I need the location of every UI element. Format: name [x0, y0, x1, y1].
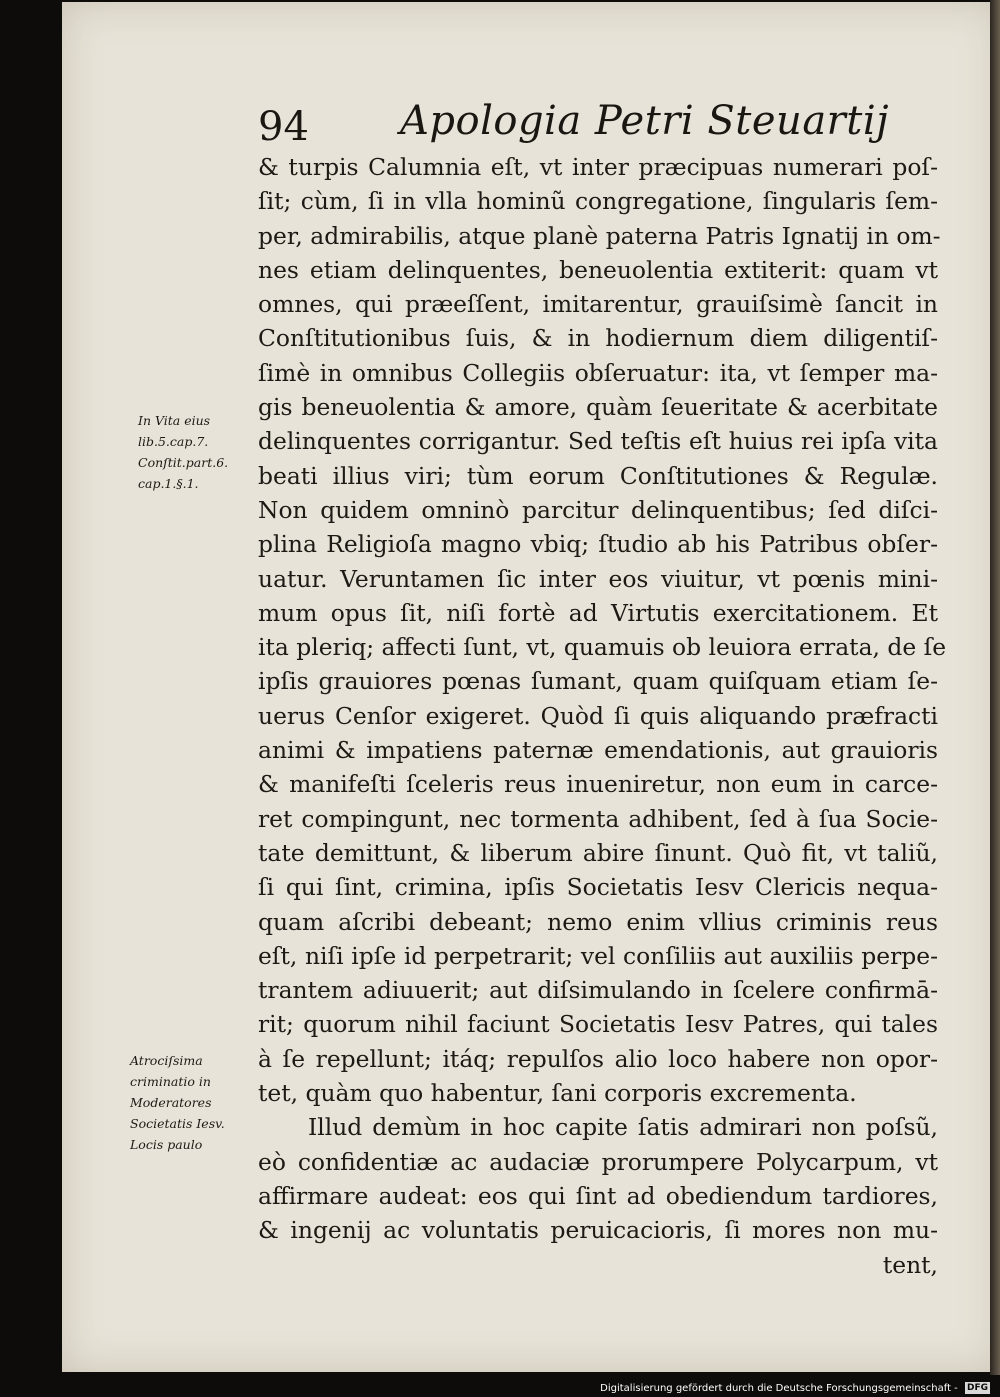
text-line: rit; quorum nihil faciunt Societatis Iesv Patres, qui tales	[258, 1010, 938, 1039]
text-line: uatur. Veruntamen ſic inter eos viuitur, vt pœnis mini-	[258, 564, 938, 593]
margin-note-line: criminatio in	[130, 1074, 211, 1089]
text-line: ſit; cùm, ſi in vlla hominũ congregatione, ſingularis ſem-	[258, 187, 938, 216]
margin-note-line: Atrociſsima	[130, 1053, 203, 1068]
dfg-logo: DFG	[966, 1383, 988, 1393]
text-line: quam aſcribi debeant; nemo enim vllius criminis reus	[258, 907, 938, 936]
margin-note-line: lib.5.cap.7.	[138, 434, 209, 449]
text-line: gis beneuolentia & amore, quàm ſeueritate & acerbitate	[258, 393, 938, 422]
text-line: beati illius viri; tùm eorum Conſtitutiones & Regulæ.	[258, 461, 938, 490]
catchword: tent,	[882, 1250, 938, 1279]
text-line: animi & impatiens paternæ emendationis, aut grauioris	[258, 736, 938, 765]
text-line: eò confidentiæ ac audaciæ prorumpere Polycarpum, vt	[258, 1147, 938, 1176]
margin-note-line: Conſtit.part.6.	[138, 455, 229, 470]
text-line: nes etiam delinquentes, beneuolentia extiterit: quam vt	[258, 255, 938, 284]
text-line: delinquentes corrigantur. Sed teſtis eſt huius rei ipſa vita	[258, 427, 938, 456]
text-line: trantem adiuuerit; aut diſsimulando in ſcelere confirmā-	[258, 976, 938, 1005]
funding-credit: Digitalisierung gefördert durch die Deutsche Forschungsgemeinschaft -	[600, 1383, 958, 1394]
text-line: & manifeſti ſceleris reus inueniretur, non eum in carce-	[258, 770, 938, 799]
text-line: ſimè in omnibus Collegiis obſeruatur: ita, vt ſemper ma-	[258, 358, 938, 387]
text-line: à ſe repellunt; itáq; repulſos alio loco habere non opor-	[258, 1044, 938, 1073]
text-line: ret compingunt, nec tormenta adhibent, ſed à ſua Socie-	[258, 804, 938, 833]
text-line: affirmare audeat: eos qui ſint ad obediendum tardiores,	[258, 1181, 938, 1210]
text-line: mum opus ſit, niſi fortè ad Virtutis exercitationem. Et	[258, 598, 938, 627]
running-title: Apologia Petri Steuartij	[400, 98, 890, 144]
text-line: eſt, niſi ipſe id perpetrarit; vel conſiliis aut auxiliis perpe-	[258, 941, 938, 970]
margin-note-line: In Vita eius	[138, 413, 211, 428]
margin-note-line: Locis paulo	[130, 1137, 203, 1152]
text-line: omnes, qui præeſſent, imitarentur, grauiſsimè ſancit in	[258, 290, 938, 319]
footer-credit	[0, 1382, 990, 1396]
margin-note-line: Societatis Iesv.	[130, 1116, 225, 1131]
text-line: per, admirabilis, atque planè paterna Patris Ignatij in om-	[258, 221, 941, 250]
text-line: tet, quàm quo habentur, ſani corporis excrementa.	[258, 1079, 857, 1108]
text-line: ita pleriq; affecti ſunt, vt, quamuis ob leuiora errata, de ſe	[258, 633, 947, 662]
text-line: ſi qui ſint, crimina, ipſis Societatis Iesv Clericis nequa-	[258, 873, 938, 902]
margin-note-line: cap.1.§.1.	[138, 476, 199, 491]
body-text	[258, 150, 947, 1282]
text-line: Illud demùm in hoc capite ſatis admirari non poſsũ,	[308, 1113, 938, 1142]
page-number: 94	[258, 104, 309, 150]
page-edge	[990, 0, 1000, 1375]
text-line: Conſtitutionibus ſuis, & in hodiernum diem diligentiſ-	[258, 324, 938, 353]
margin-note-citation	[138, 410, 263, 494]
margin-note-line: Moderatores	[130, 1095, 212, 1110]
text-line: plina Religioſa magno vbiq; ſtudio ab his Patribus obſer-	[258, 530, 938, 559]
text-line: Non quidem omninò parcitur delinquentibus; ſed diſci-	[258, 495, 938, 524]
text-line: & turpis Calumnia eſt, vt inter præcipuas numerari poſ-	[258, 153, 938, 181]
margin-note-summary	[130, 1050, 255, 1155]
text-line: uerus Cenſor exigeret. Quòd ſi quis aliquando præfracti	[258, 701, 938, 730]
text-line: ipſis grauiores pœnas ſumant, quam quiſquam etiam ſe-	[258, 667, 938, 696]
text-line: & ingenij ac voluntatis peruicacioris, ſi mores non mu-	[258, 1216, 938, 1245]
text-line: tate demittunt, & liberum abire ſinunt. Quò fit, vt taliũ,	[258, 838, 938, 867]
